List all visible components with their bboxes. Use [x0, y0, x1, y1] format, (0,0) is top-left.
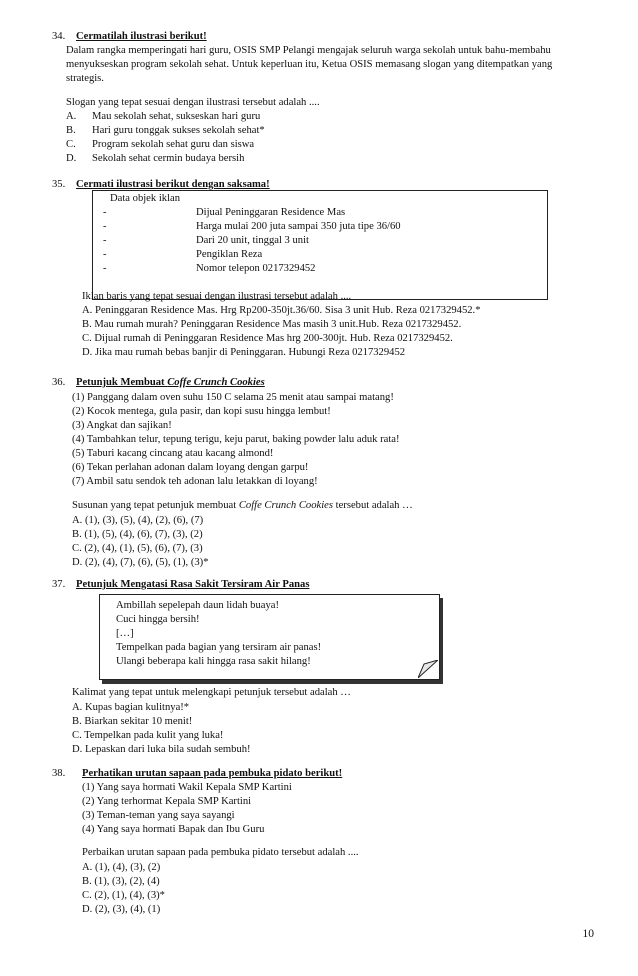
- q35-number: 35.: [52, 179, 66, 190]
- q37-box-line-2: Cuci hingga bersih!: [116, 614, 200, 625]
- q36-option-c: C. (2), (4), (1), (5), (6), (7), (3): [72, 543, 203, 554]
- q35-box-dash-3: -: [103, 235, 107, 246]
- q38-question: Perbaikan urutan sapaan pada pembuka pidato tersebut adalah ....: [82, 847, 359, 858]
- q36-step-7: (7) Ambil satu sendok teh adonan lalu letakkan di loyang!: [72, 476, 318, 487]
- q35-option-a: A. Peninggaran Residence Mas. Hrg Rp200-350jt.36/60. Sisa 3 unit Hub. Reza 0217329452.*: [82, 305, 481, 316]
- q37-box-line-1: Ambillah sepelepah daun lidah buaya!: [116, 600, 279, 611]
- q36-step-3: (3) Angkat dan sajikan!: [72, 420, 172, 431]
- q34-para-1: Dalam rangka memperingati hari guru, OSIS SMP Pelangi mengajak seluruh warga sekolah untuk bahu-membahu: [66, 45, 551, 56]
- page-curl-icon: [418, 660, 438, 678]
- q36-step-6: (6) Tekan perlahan adonan dalam loyang dengan garpu!: [72, 462, 309, 473]
- q38-item-4: (4) Yang saya hormati Bapak dan Ibu Guru: [82, 824, 265, 835]
- q37-question: Kalimat yang tepat untuk melengkapi petunjuk tersebut adalah …: [72, 687, 351, 698]
- q37-number: 37.: [52, 579, 66, 590]
- q35-box-head: Data objek iklan: [110, 193, 181, 204]
- q35-box-dash-5: -: [103, 263, 107, 274]
- q38-option-c: C. (2), (1), (4), (3)*: [82, 890, 165, 901]
- q35-box-dash-2: -: [103, 221, 107, 232]
- q38-item-3: (3) Teman-teman yang saya sayangi: [82, 810, 235, 821]
- q38-option-b: B. (1), (3), (2), (4): [82, 876, 160, 887]
- q36-title: Petunjuk Membuat Coffe Crunch Cookies: [76, 377, 265, 388]
- q36-step-2: (2) Kocok mentega, gula pasir, dan kopi susu hingga lembut!: [72, 406, 331, 417]
- q36-option-b: B. (1), (5), (4), (6), (7), (3), (2): [72, 529, 203, 540]
- q35-option-d: D. Jika mau rumah bebas banjir di Peninggaran. Hubungi Reza 0217329452: [82, 347, 406, 358]
- q34-number: 34.: [52, 31, 66, 42]
- q35-box-row-3: Dari 20 unit, tinggal 3 unit: [196, 235, 309, 246]
- q34-option-b: Hari guru tonggak sukses sekolah sehat*: [92, 125, 265, 136]
- q36-question: Susunan yang tepat petunjuk membuat Coffe Crunch Cookies tersebut adalah …: [72, 500, 413, 511]
- q34-option-d: Sekolah sehat cermin budaya bersih: [92, 153, 245, 164]
- q34-option-a: Mau sekolah sehat, sukseskan hari guru: [92, 111, 261, 122]
- q35-box-row-2: Harga mulai 200 juta sampai 350 juta tipe 36/60: [196, 221, 401, 232]
- q37-box-line-4: Tempelkan pada bagian yang tersiram air panas!: [116, 642, 322, 653]
- q37-option-c: C. Tempelkan pada kulit yang luka!: [72, 730, 224, 741]
- q34-option-c-letter: C.: [66, 139, 76, 150]
- q36-step-5: (5) Taburi kacang cincang atau kacang almond!: [72, 448, 274, 459]
- q34-option-d-letter: D.: [66, 153, 77, 164]
- q35-box-row-5: Nomor telepon 0217329452: [196, 263, 316, 274]
- q36-option-d: D. (2), (4), (7), (6), (5), (1), (3)*: [72, 557, 209, 568]
- q35-question: Iklan baris yang tepat sesuai dengan ilustrasi tersebut adalah ....: [82, 291, 352, 302]
- q36-option-a: A. (1), (3), (5), (4), (2), (6), (7): [72, 515, 204, 526]
- q34-para-3: strategis.: [66, 73, 104, 84]
- q37-box-line-3: […]: [116, 628, 134, 639]
- q37-option-d: D. Lepaskan dari luka bila sudah sembuh!: [72, 744, 251, 755]
- q36-step-4: (4) Tambahkan telur, tepung terigu, keju parut, baking powder lalu aduk rata!: [72, 434, 400, 445]
- q38-option-a: A. (1), (4), (3), (2): [82, 862, 161, 873]
- q37-option-b: B. Biarkan sekitar 10 menit!: [72, 716, 193, 727]
- q38-number: 38.: [52, 768, 66, 779]
- q36-number: 36.: [52, 377, 66, 388]
- q34-para-2: menyukseskan program sekolah sehat. Untuk keperluan itu, Ketua OSIS memasang slogan yang ditempatkan yang: [66, 59, 553, 70]
- q34-title: Cermatilah ilustrasi berikut!: [76, 31, 207, 42]
- q34-question: Slogan yang tepat sesuai dengan ilustrasi tersebut adalah ....: [66, 97, 320, 108]
- q35-box-dash-1: -: [103, 207, 107, 218]
- q35-option-c: C. Dijual rumah di Peninggaran Residence Mas hrg 200-300jt. Hub. Reza 0217329452.: [82, 333, 453, 344]
- q38-item-2: (2) Yang terhormat Kepala SMP Kartini: [82, 796, 252, 807]
- q35-box-row-1: Dijual Peninggaran Residence Mas: [196, 207, 346, 218]
- q37-box-line-5: Ulangi beberapa kali hingga rasa sakit hilang!: [116, 656, 311, 667]
- q35-box-dash-4: -: [103, 249, 107, 260]
- q35-box-row-4: Pengiklan Reza: [196, 249, 263, 260]
- q34-option-b-letter: B.: [66, 125, 76, 136]
- q38-title: Perhatikan urutan sapaan pada pembuka pidato berikut!: [82, 768, 343, 779]
- q37-option-a: A. Kupas bagian kulitnya!*: [72, 702, 190, 713]
- q35-title: Cermati ilustrasi berikut dengan saksama!: [76, 179, 270, 190]
- q35-option-b: B. Mau rumah murah? Peninggaran Residence Mas masih 3 unit.Hub. Reza 0217329452.: [82, 319, 462, 330]
- q38-item-1: (1) Yang saya hormati Wakil Kepala SMP Kartini: [82, 782, 292, 793]
- page-number: 10: [582, 928, 594, 940]
- q34-option-a-letter: A.: [66, 111, 77, 122]
- q36-step-1: (1) Panggang dalam oven suhu 150 C selama 25 menit atau sampai matang!: [72, 392, 394, 403]
- q37-title: Petunjuk Mengatasi Rasa Sakit Tersiram Air Panas: [76, 579, 310, 590]
- q38-option-d: D. (2), (3), (4), (1): [82, 904, 161, 915]
- q34-option-c: Program sekolah sehat guru dan siswa: [92, 139, 255, 150]
